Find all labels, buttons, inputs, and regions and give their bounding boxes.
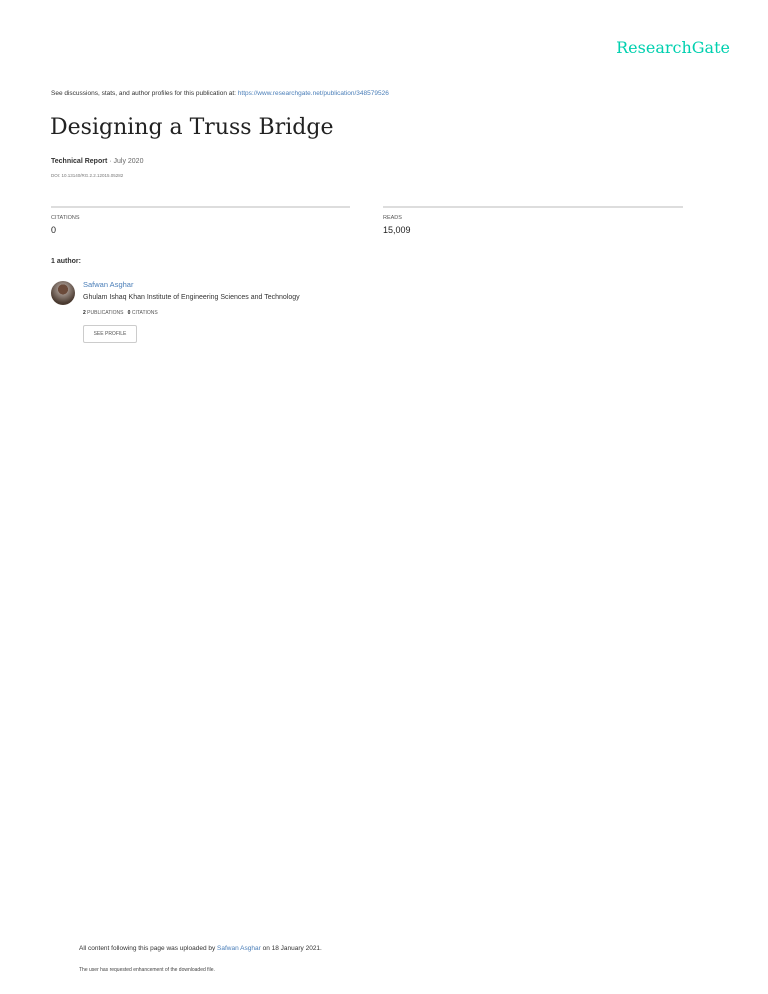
publications-label: PUBLICATIONS — [87, 310, 124, 316]
reads-count: 15,009 — [383, 225, 411, 235]
author-name[interactable]: Safwan Asghar — [83, 280, 134, 289]
upload-suffix: on 18 January 2021. — [260, 945, 322, 952]
authors-heading: 1 author: — [51, 258, 81, 265]
publication-meta — [51, 158, 143, 165]
publication-type: Technical Report — [51, 158, 108, 165]
intro-text: See discussions, stats, and author profiles for this publication at: — [51, 90, 238, 97]
citations-count: 0 — [51, 225, 57, 235]
uploader-link[interactable]: Safwan Asghar — [217, 945, 261, 952]
publications-count: 2 — [83, 310, 86, 316]
divider — [51, 206, 350, 208]
publication-link[interactable]: https://www.researchgate.net/publication/348579526 — [237, 90, 389, 97]
upload-note — [79, 945, 322, 952]
author-citations-count: 0 — [127, 310, 131, 316]
enhancement-note: The user has requested enhancement of the downloaded file. — [79, 967, 215, 973]
see-profile-button[interactable]: SEE PROFILE — [83, 325, 137, 343]
page-title: Designing a Truss Bridge — [50, 115, 334, 140]
divider — [383, 206, 683, 208]
publication-date: · July 2020 — [107, 158, 144, 165]
author-avatar[interactable] — [51, 281, 75, 305]
intro-line — [51, 90, 389, 97]
reads-label: READS — [383, 215, 402, 221]
author-stats — [83, 310, 158, 316]
upload-prefix: All content following this page was uploaded by — [79, 945, 218, 952]
author-citations-label: CITATIONS — [131, 310, 158, 316]
author-affiliation: Ghulam Ishaq Khan Institute of Engineering Sciences and Technology — [83, 294, 300, 301]
citations-label: CITATIONS — [51, 215, 80, 221]
doi: DOI: 10.13140/RG.2.2.12015.05282 — [51, 173, 124, 178]
researchgate-logo[interactable]: ResearchGate — [616, 38, 730, 57]
